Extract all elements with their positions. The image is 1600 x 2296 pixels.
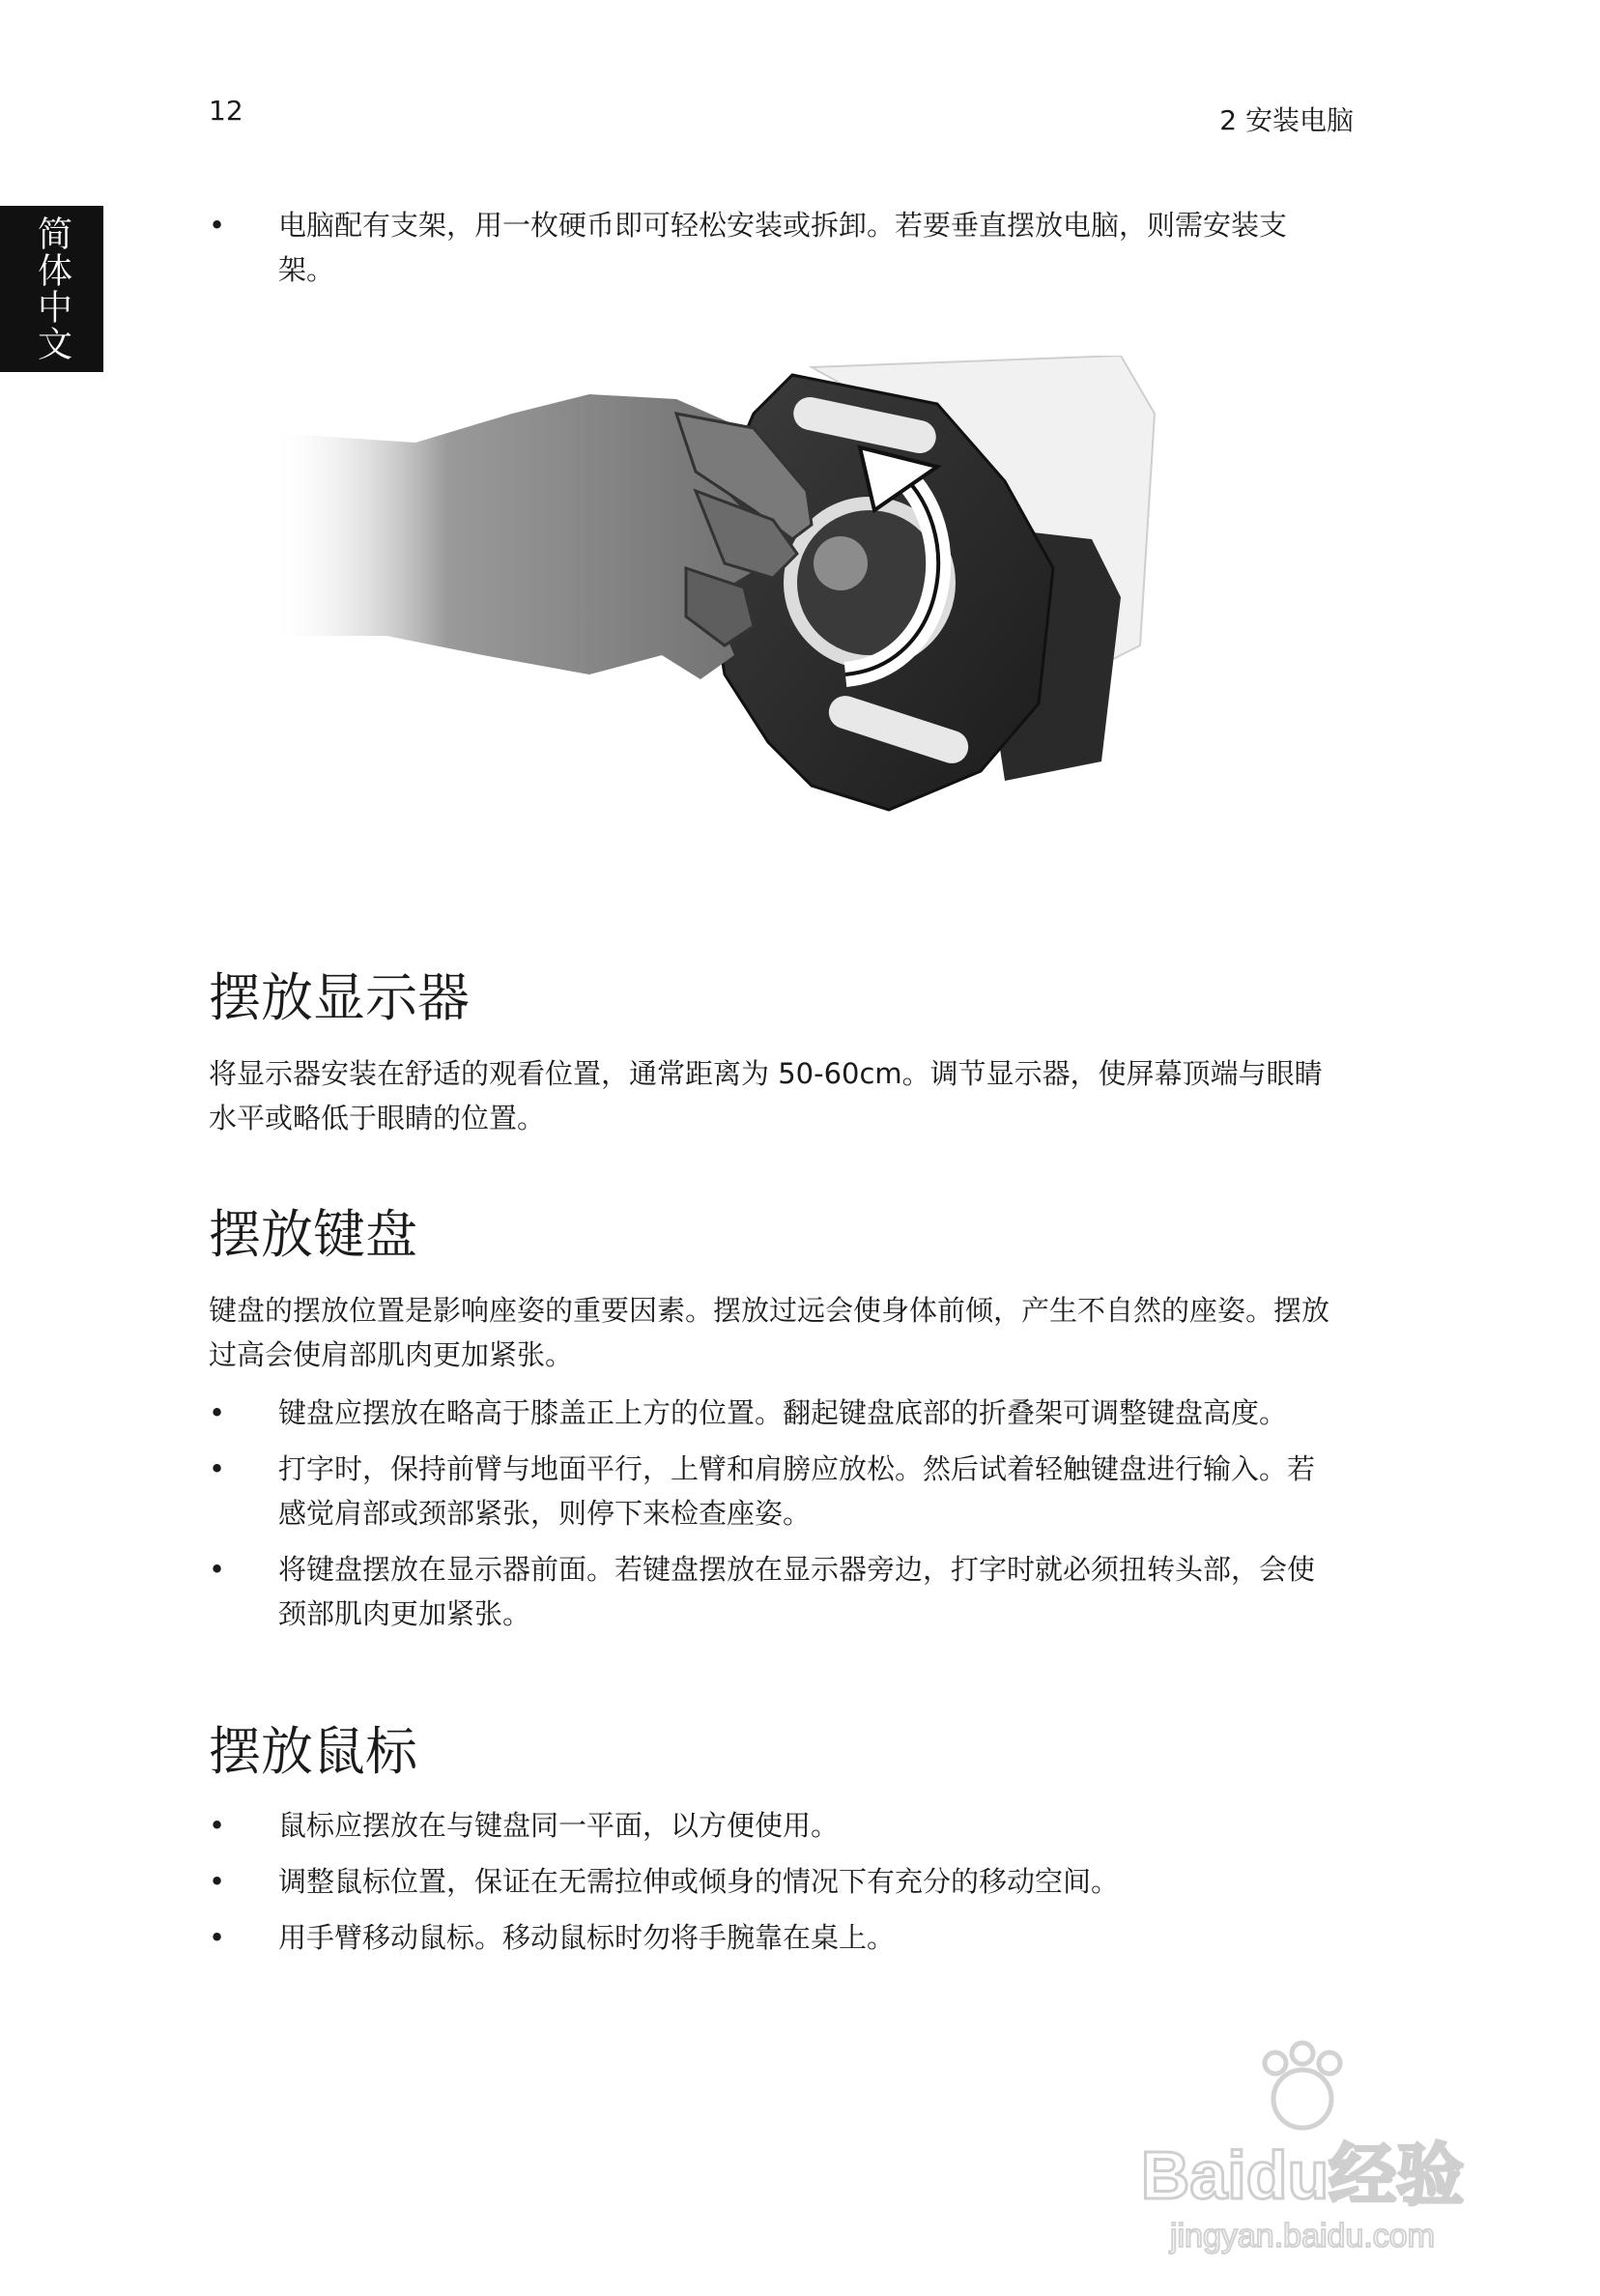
section-heading: 摆放显示器 xyxy=(209,967,470,1028)
list-item-text: 将键盘摆放在显示器前面。若键盘摆放在显示器旁边，打字时就必须扭转头部，会使颈部肌肉更加紧张。 xyxy=(278,1553,1316,1630)
bullet-dot: • xyxy=(209,1452,226,1485)
section-heading: 摆放键盘 xyxy=(209,1204,417,1265)
list-item xyxy=(209,1915,1339,1960)
list-item-text: 用手臂移动鼠标。移动鼠标时勿将手腕靠在桌上。 xyxy=(278,1921,896,1954)
baidu-watermark-logo xyxy=(1109,2039,1496,2261)
page-number: 12 xyxy=(209,95,243,127)
list-item-text: 键盘应摆放在略高于膝盖正上方的位置。翻起键盘底部的折叠架可调整键盘高度。 xyxy=(278,1396,1288,1429)
list-item xyxy=(209,1803,1339,1848)
section-heading: 摆放鼠标 xyxy=(209,1721,417,1782)
keyboard-bullet-list xyxy=(209,1391,1339,1636)
bullet-dot: • xyxy=(209,1865,226,1898)
bullet-dot: • xyxy=(209,1921,226,1954)
mouse-bullet-list xyxy=(209,1803,1339,1960)
list-item-text: 电脑配有支架，用一枚硬币即可轻松安装或拆卸。若要垂直摆放电脑，则需安装支架。 xyxy=(278,209,1288,286)
list-item-text: 打字时，保持前臂与地面平行，上臂和肩膀应放松。然后试着轻触键盘进行输入。若感觉肩部或颈部紧张，则停下来检查座姿。 xyxy=(278,1452,1316,1530)
list-item xyxy=(209,1447,1339,1535)
section-mouse xyxy=(209,1720,1339,1960)
watermark-brand: Baidu经验 xyxy=(1140,2138,1465,2213)
list-item-text: 鼠标应摆放在与键盘同一平面，以方便使用。 xyxy=(278,1809,840,1842)
language-tab xyxy=(0,206,103,372)
watermark-url: jingyan.baidu.com xyxy=(1169,2218,1436,2254)
list-item xyxy=(209,1859,1339,1904)
bullet-dot: • xyxy=(209,209,226,242)
paw-icon xyxy=(1265,2043,1340,2128)
section-body: 键盘的摆放位置是影响座姿的重要因素。摆放过远会使身体前倾，产生不自然的座姿。摆放过高会使肩部肌肉更加紧张。 xyxy=(209,1294,1330,1371)
chapter-title: 2 安装电脑 xyxy=(1219,104,1354,136)
coin-slot xyxy=(814,536,868,590)
stand-installation-illustration xyxy=(271,356,1159,819)
section-monitor xyxy=(209,966,1339,1140)
section-body: 将显示器安装在舒适的观看位置，通常距离为 50-60cm。调节显示器，使屏幕顶端与眼睛水平或略低于眼睛的位置。 xyxy=(209,1057,1323,1134)
bullet-dot: • xyxy=(209,1809,226,1842)
list-item-text: 调整鼠标位置，保证在无需拉伸或倾身的情况下有充分的移动空间。 xyxy=(278,1865,1120,1898)
list-item xyxy=(209,203,1339,292)
list-item xyxy=(209,1391,1339,1435)
section-keyboard xyxy=(209,1203,1339,1636)
bullet-dot: • xyxy=(209,1396,226,1429)
list-item xyxy=(209,1547,1339,1636)
bullet-dot: • xyxy=(209,1553,226,1586)
intro-bullet-list xyxy=(209,203,1339,292)
language-tab-label: 简体中文 xyxy=(32,215,72,362)
